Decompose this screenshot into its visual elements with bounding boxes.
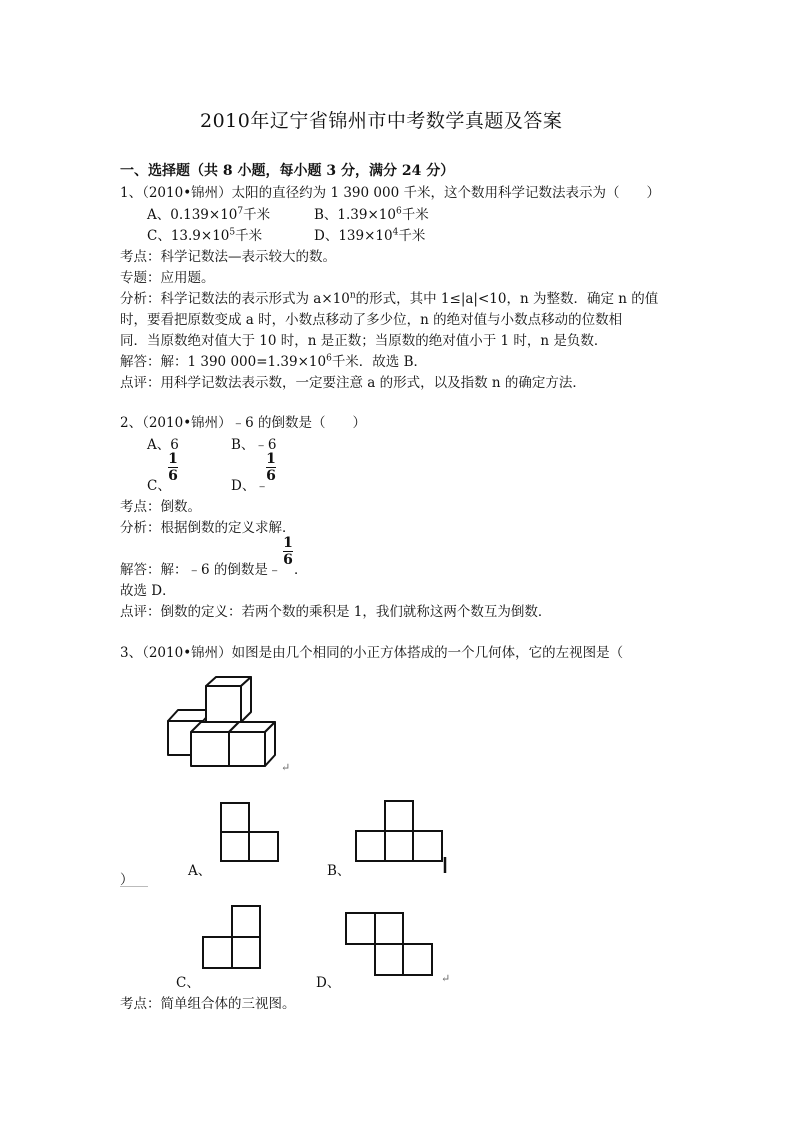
q1-option-a: A、$0.139\times 10^7$千米	[147, 206, 271, 223]
q2-option-d-fraction: 1 6	[266, 451, 276, 484]
q3-option-d-label: D、	[316, 975, 341, 991]
q2-guxuan: 故选 D．	[120, 583, 176, 599]
q3-option-a-label: A、	[188, 863, 212, 879]
q2-option-d: D、﹣	[231, 478, 269, 494]
q3-option-d-return-mark: ↵	[441, 972, 451, 985]
section-heading: 一、选择题（共 8 小题，每小题 3 分，满分 24 分）	[120, 163, 455, 179]
page-title: 2010年辽宁省锦州市中考数学真题及答案	[200, 110, 563, 132]
q1-fenxi-line2: 时，要看把原数变成 a 时，小数点移动了多少位，n 的绝对值与小数点移动的位数相	[120, 312, 623, 328]
q1-zhuanti: 专题：应用题。	[120, 270, 215, 286]
q1-option-b: B、$1.39\times 10^6$千米	[314, 206, 429, 223]
q2-jieda-end: ．	[294, 562, 308, 578]
q2-option-b: B、﹣6	[231, 437, 277, 453]
q3-stem: 3、（2010•锦州）如图是由几个相同的小正方体搭成的一个几何体，它的左视图是（	[120, 645, 624, 661]
q1-option-c: C、$13.9\times 10^5$千米	[147, 227, 263, 244]
q3-kaodian: 考点：简单组合体的三视图。	[120, 996, 296, 1012]
q3-figure-return-mark: ↵	[281, 761, 291, 774]
q2-jieda: 解答：解：﹣6 的倒数是﹣	[120, 562, 282, 578]
q3-option-c-label: C、	[176, 975, 200, 991]
q1-option-d: D、$139\times 10^4$千米	[314, 227, 426, 244]
q1-kaodian: 考点：科学记数法—表示较大的数。	[120, 249, 336, 265]
q3-option-b-label: B、	[327, 863, 351, 879]
q1-dianping: 点评：用科学记数法表示数，一定要注意 a 的形式，以及指数 n 的确定方法．	[120, 375, 586, 391]
q2-jieda-fraction: 1 6	[283, 535, 293, 568]
q2-option-a: A、6	[147, 437, 179, 453]
q1-stem: 1、（2010•锦州）太阳的直径约为 1 390 000 千米，这个数用科学记数法表示为（ ）	[120, 185, 660, 201]
q3-paren-close: ）	[120, 872, 134, 888]
q2-stem: 2、（2010•锦州）﹣6 的倒数是（ ）	[120, 415, 367, 431]
q2-option-c: C、	[147, 478, 171, 494]
q1-fenxi-line3: 同．当原数绝对值大于 10 时，n 是正数；当原数的绝对值小于 1 时，n 是负数．	[120, 333, 608, 349]
q1-jieda: 解答：解：1 390 $000=1.39\times 10^6$千米．故选 B．	[120, 353, 428, 370]
q1-fenxi-line1: 分析：科学记数法的表示形式为 $a\times 10^n$的形式，其中 1≤|a|<10，n 为整数．确定 n 的值	[120, 290, 659, 307]
q2-option-c-fraction: 1 6	[168, 451, 178, 484]
q2-kaodian: 考点：倒数。	[120, 499, 201, 515]
q2-fenxi: 分析：根据倒数的定义求解．	[120, 520, 296, 536]
q2-dianping: 点评：倒数的定义：若两个数的乘积是 1，我们就称这两个数互为倒数．	[120, 604, 552, 620]
